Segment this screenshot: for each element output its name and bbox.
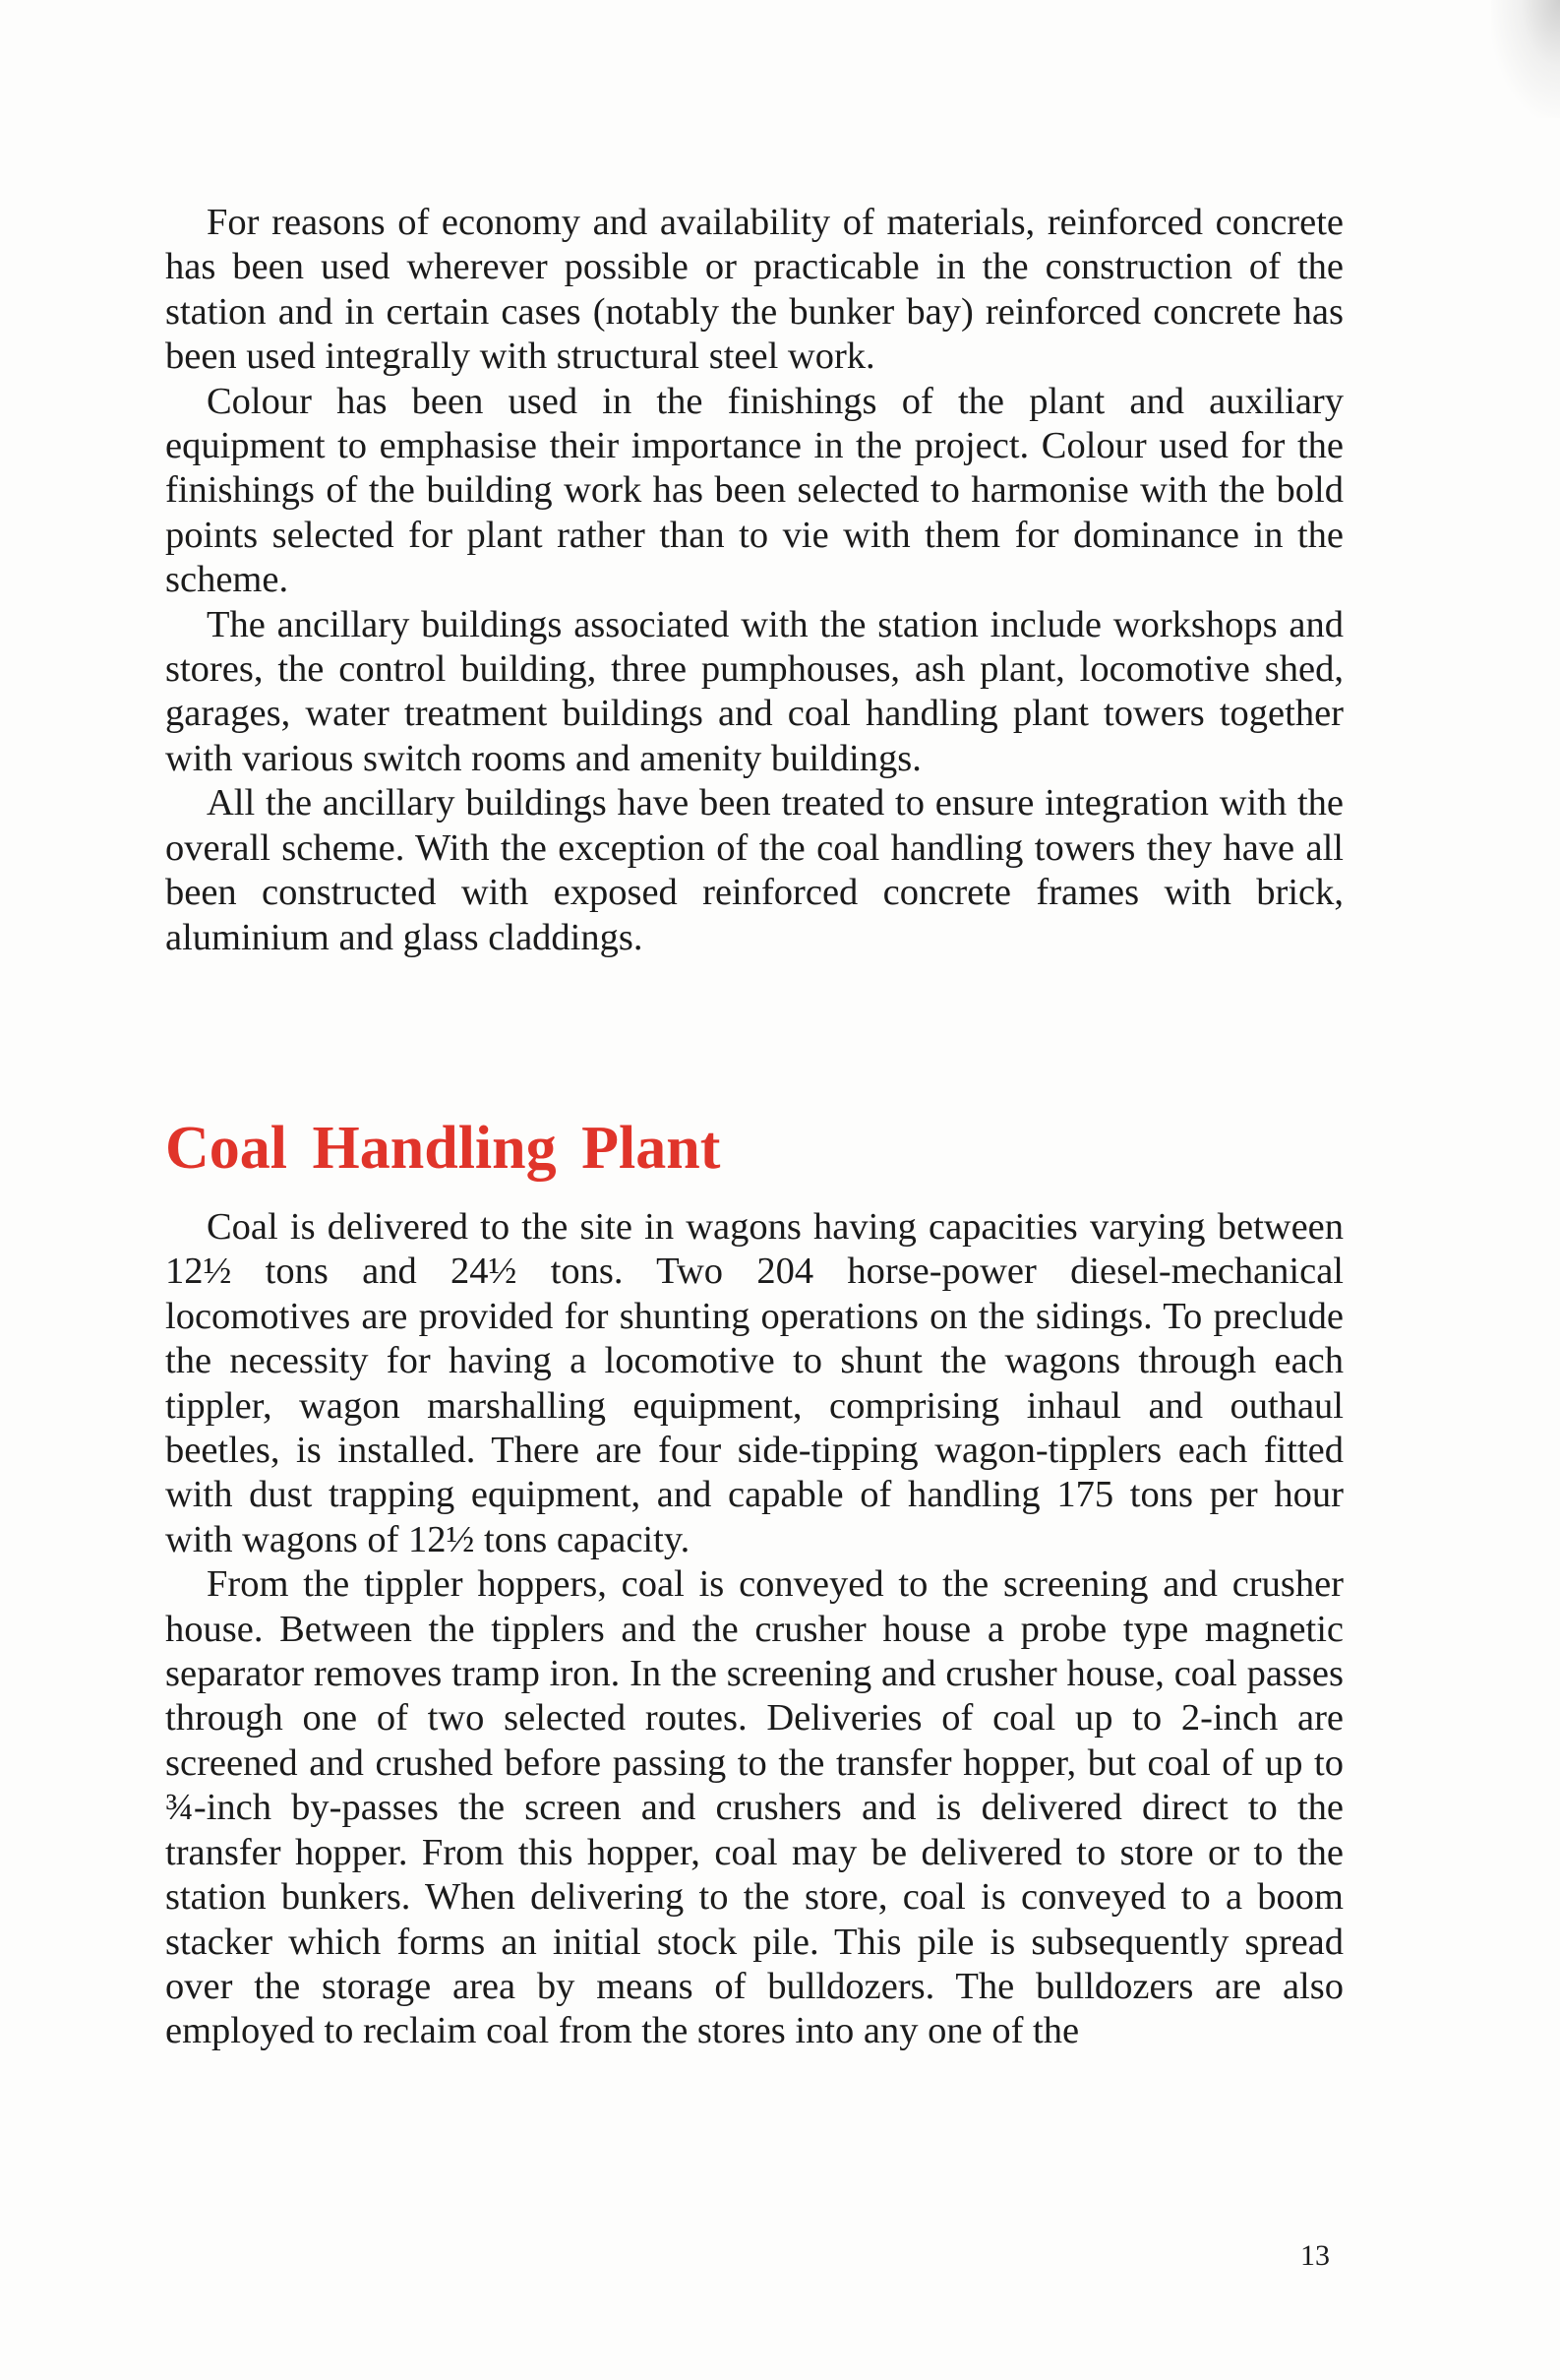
- section-heading-wrap: [165, 1114, 1344, 1183]
- intro-section: [165, 201, 1344, 960]
- paragraph-ancillary-buildings: The ancillary buildings associated with the station include workshops and stores, the control building, three pumphouses, ash plant, locomotive shed, garages, water treatment buildings and coal handling plant towers together with various switch rooms and amenity buildings.: [165, 603, 1344, 779]
- section-heading-coal-handling-plant: Coal Handling Plant: [165, 1115, 721, 1182]
- paragraph-colour: Colour has been used in the finishings of the plant and auxiliary equipment to emphasise their importance in the project. Colour used for the finishings of the building work has been selected to harmonise with the bold points selected for plant rather than to vie with them for dominance in the scheme.: [165, 380, 1344, 601]
- paragraph-integration: All the ancillary buildings have been treated to ensure integration with the overall scheme. With the exception of the coal handling towers they have all been constructed with exposed reinforced concrete frames with brick, aluminium and glass claddings.: [165, 782, 1344, 958]
- paragraph-materials: For reasons of economy and availability of materials, reinforced concrete has been used wherever possible or practicable in the construction of the station and in certain cases (notably the bunker bay) reinforced concrete has been used integrally with structural steel work.: [165, 202, 1344, 378]
- scan-corner-shadow: [1491, 0, 1560, 118]
- page-number: 13: [1300, 2239, 1330, 2272]
- coal-handling-section: [165, 1205, 1344, 2054]
- paragraph-coal-delivery: Coal is delivered to the site in wagons having capacities varying between 12½ tons and 24½ tons. Two 204 horse-power diesel-mechanical locomotives are provided for shunting operations on the sidings. To preclude the necessity for having a locomotive to shunt the wagons through each tippler, wagon marshalling equipment, comprising inhaul and outhaul beetles, is installed. There are four side-tipping wagon-tipplers each fitted with dust trapping equipment, and capable of handling 175 tons per hour with wagons of 12½ tons capacity.: [165, 1206, 1344, 1560]
- paragraph-tippler-hoppers: From the tippler hoppers, coal is conveyed to the screening and crusher house. Between the tipplers and the crusher house a probe type magnetic separator removes tramp iron. In the screening and crusher house, coal passes through one of two selected routes. Deliveries of coal up to 2-inch are screened and crushed before passing to the transfer hopper, but coal of up to ¾-inch by-passes the screen and crushers and is delivered direct to the transfer hopper. From this hopper, coal may be delivered to store or to the station bunkers. When delivering to the store, coal is conveyed to a boom stacker which forms an initial stock pile. This pile is subsequently spread over the storage area by means of bulldozers. The bulldozers are also employed to reclaim coal from the stores into any one of the: [165, 1563, 1344, 2052]
